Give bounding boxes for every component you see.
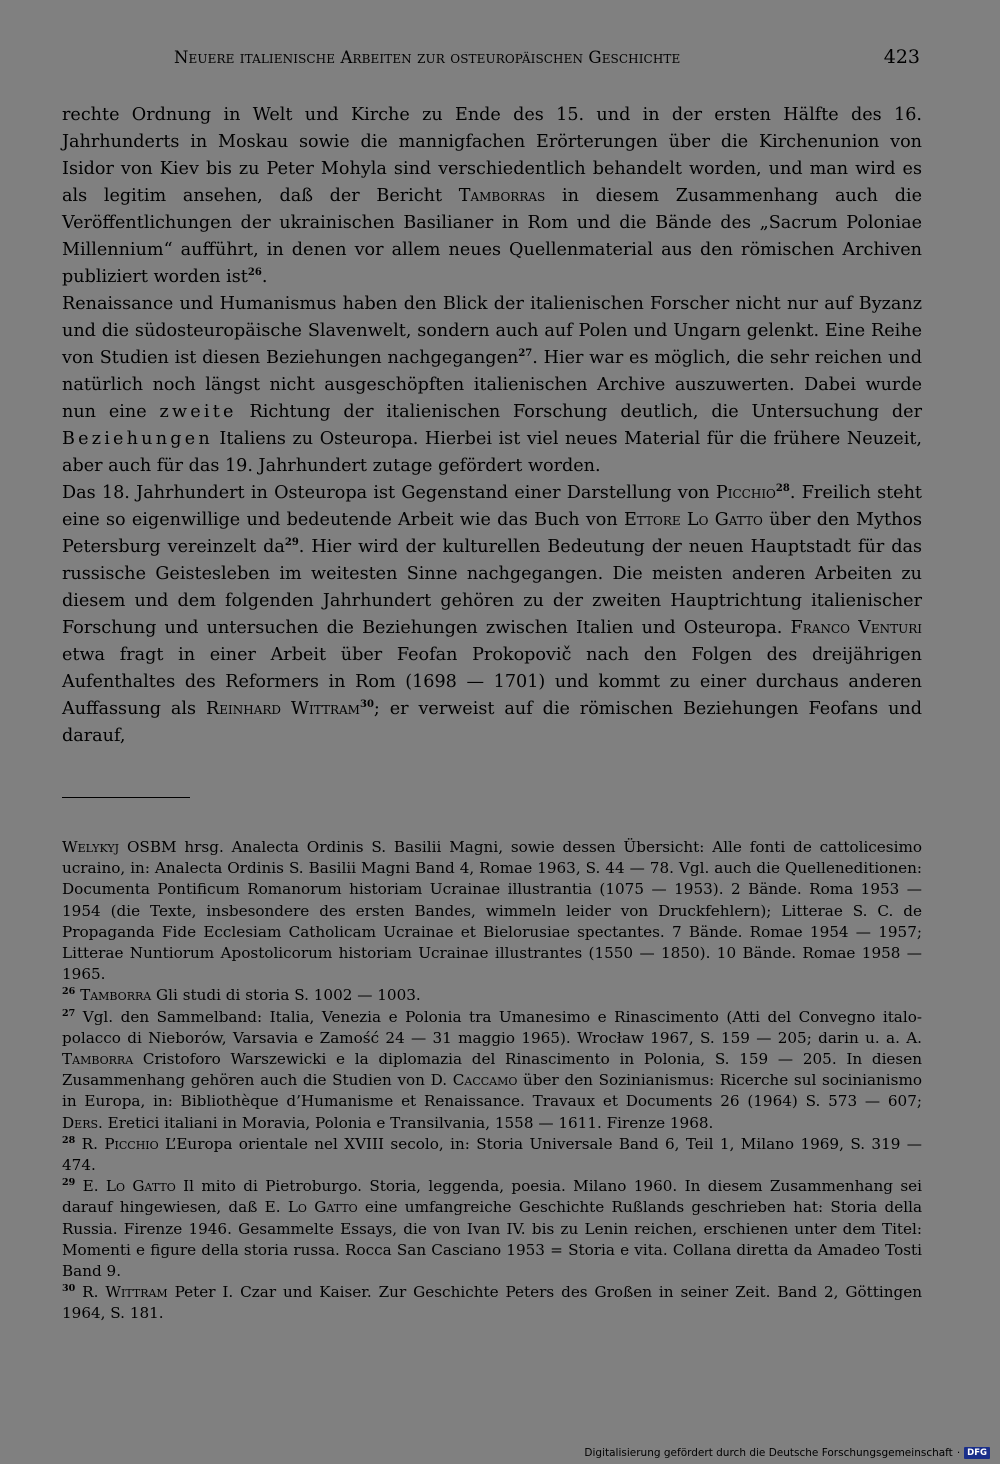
text-run: Cristoforo Warszewicki e la diplomazia del Rinascimento in Polonia, S. 159 — 205. In diesen Zusammenhang gehören auch die Studien von D. — [62, 1050, 922, 1090]
author-name: Wittram — [105, 1283, 168, 1302]
text-run: . Hier wird der kulturellen Bedeutung der neuen Hauptstadt für das russische Geistesleben im weitesten Sinne nachgegangen. Die meisten anderen Arbeiten zu diesem und dem folgenden Jahrhundert gehören zu der zweiten Hauptrichtung italienischer Forschung und untersuchen die Beziehungen zwischen Italien und Osteuropa. — [62, 537, 922, 638]
author-name: Tamborra — [80, 986, 152, 1005]
text-run: über den Sozinianismus: Ricerche sul socinianismo in Europa, in: Bibliothèque d’Humanisme et Renaissance. Travaux et Documents 26 (1964) S. 573 — 607; — [62, 1071, 922, 1111]
dfg-logo-icon: DFG — [964, 1447, 990, 1459]
text-run: in diesem Zusammenhang auch die Veröffentlichungen der ukrainischen Basilianer in Rom und die Bände des „Sacrum Poloniae Millennium“ aufführt, in denen vor allem neues Quellenmaterial aus den römischen Archiven publiziert worden ist — [62, 186, 922, 287]
footnote-number: 30 — [62, 1283, 76, 1295]
footnote-28 — [62, 1134, 922, 1176]
text-run: Renaissance und Humanismus haben den Blick der italienischen Forscher nicht nur auf Byzanz und die südosteuropäische Slavenwelt, sondern auch auf Polen und Ungarn gelenkt. Eine Reihe von Studien ist diesen Beziehungen nachgegangen — [62, 294, 922, 368]
author-name: Lo Gatto — [105, 1177, 176, 1196]
text-run: ; er verweist auf die römischen Beziehungen Feofans und darauf, — [62, 699, 922, 746]
author-name: Picchio — [715, 483, 776, 503]
footnote-26 — [62, 985, 922, 1006]
text-run: . Freilich steht eine so eigenwillige und bedeutende Arbeit wie das Buch von — [62, 483, 922, 530]
text-run: OSBM hrsg. Analecta Ordinis S. Basilii Magni, sowie dessen Übersicht: Alle fonti de cattolicesimo ucraino, in: Analecta Ordinis S. Basilii Magni Band 4, Romae 1963, S. 44 — 78. Vgl. auch die Quelleneditionen: Documenta Pontificum Romanorum historiam Ucrainae illustrantia (1075 — 1953). 2 Bände. Roma 1953 — 1954 (die Texte, insbesondere des ersten Bandes, wimmeln leider von Druckfehlern); Litterae S. C. de Propaganda Fide Ecclesiam Catholicam Ucrainae et Bielorusiae spectantes. 7 Bände. Romae 1954 — 1957; Litterae Nuntiorum Apostolicorum historiam Ucrainae illustrantes (1550 — 1850). 10 Bände. Romae 1958 — 1965. — [62, 838, 922, 984]
footnote-continuation — [62, 837, 922, 985]
running-header — [62, 46, 920, 76]
text-run: . — [261, 267, 268, 287]
paragraph-2 — [62, 291, 922, 480]
body-text — [62, 102, 922, 750]
footnote-number: 29 — [62, 1177, 76, 1189]
digitization-credit: Digitalisierung gefördert durch die Deutsche Forschungsgemeinschaft · DFG — [584, 1446, 990, 1460]
footnote-ref: 27 — [518, 348, 533, 360]
footnote-ref: 29 — [284, 537, 299, 549]
paragraph-3 — [62, 480, 922, 750]
footnote-27 — [62, 1007, 922, 1134]
text-run: eine umfangreiche Geschichte Rußlands geschrieben hat: Storia della Russia. Firenze 1946. Gesammelte Essays, die von Ivan IV. bis zu Lenin reichen, erschienen unter dem Titel: Momenti e figure della storia russa. Rocca San Casciano 1953 = Storia e vita. Collana diretta da Amadeo Tosti Band 9. — [62, 1198, 922, 1281]
text-run: Richtung der italienischen Forschung deutlich, die Untersuchung der — [236, 402, 922, 422]
page-number: 423 — [883, 46, 920, 68]
credit-text: Digitalisierung gefördert durch die Deutsche Forschungsgemeinschaft — [584, 1447, 953, 1459]
footnote-ref: 30 — [359, 699, 374, 711]
text-run: Il mito di Pietroburgo. Storia, leggenda, poesia. Milano 1960. In diesem Zusammenhang sei darauf hingewiesen, daß E. — [62, 1177, 923, 1217]
footnote-number: 27 — [62, 1007, 76, 1019]
footnote-ref: 26 — [247, 267, 262, 279]
emphasis: Beziehungen — [62, 429, 213, 449]
text-run: Eretici italiani in Moravia, Polonia e Transilvania, 1558 — 1611. Firenze 1968. — [102, 1113, 714, 1132]
text-run: Peter I. Czar und Kaiser. Zur Geschichte Peters des Großen in seiner Zeit. Band 2, Göttingen 1964, S. 181. — [62, 1283, 922, 1323]
footnote-ref: 28 — [775, 483, 790, 495]
author-name: Ettore Lo Gatto — [623, 510, 763, 530]
text-run: R. — [75, 1134, 105, 1153]
text-run: L’Europa orientale nel XVIII secolo, in: Storia Universale Band 6, Teil 1, Milano 1969, S. 319 — 474. — [62, 1134, 922, 1175]
author-name: Welykyj — [62, 838, 120, 856]
text-run: Gli studi di storia S. 1002 — 1003. — [151, 986, 421, 1005]
footnote-number: 28 — [62, 1134, 76, 1146]
text-run: über den Mythos Petersburg vereinzelt da — [62, 510, 922, 557]
text-run: . Hier war es möglich, die sehr reichen und natürlich noch längst nicht ausgeschöpften italienischen Archive auszuwerten. Dabei wurde nun eine — [62, 348, 922, 422]
footnote-number: 26 — [62, 986, 76, 998]
author-name: Tamborra — [62, 1050, 134, 1069]
text-run: Das 18. Jahrhundert in Osteuropa ist Gegenstand einer Darstellung von — [62, 483, 716, 503]
running-title: Neuere italienische Arbeiten zur osteuropäischen Geschichte — [174, 48, 681, 67]
author-name: Lo Gatto — [287, 1198, 358, 1217]
paragraph-1 — [62, 102, 922, 291]
author-name: Reinhard Wittram — [205, 699, 360, 719]
text-run: E. — [75, 1177, 106, 1196]
text-run: Vgl. den Sammelband: Italia, Venezia e Polonia tra Umanesimo e Rinascimento (Atti del Convegno italo-polacco di Nieborów, Varsavia e Zamość 24 — 31 maggio 1965). Wrocław 1967, S. 159 — 205; darin u. a. A. — [62, 1007, 922, 1047]
author-name: Caccamo — [452, 1071, 518, 1090]
text-run: R. — [75, 1283, 106, 1302]
text-run: rechte Ordnung in Welt und Kirche zu Ende des 15. und in der ersten Hälfte des 16. Jahrhunderts in Moskau sowie die mannigfachen Erörterungen über die Kirchenunion von Isidor von Kiev bis zu Peter Mohyla sind verschiedentlich behandelt worden, und man wird es als legitim ansehen, daß der Bericht — [62, 105, 922, 206]
footnotes — [62, 837, 922, 1325]
footnote-30 — [62, 1282, 922, 1324]
text-run: etwa fragt in einer Arbeit über Feofan Prokopovič nach den Folgen des dreijährigen Aufenthaltes des Reformers in Rom (1698 — 1701) und kommt zu einer durchaus anderen Auffassung als — [62, 645, 922, 719]
emphasis: zweite — [159, 402, 237, 422]
author-name: Ders. — [62, 1113, 103, 1132]
author-name: Franco Venturi — [790, 618, 922, 638]
author-name: Tamborras — [458, 186, 546, 206]
author-name: Picchio — [104, 1134, 159, 1153]
footnote-separator — [62, 797, 190, 798]
text-run: Italiens zu Osteuropa. Hierbei ist viel neues Material für die frühere Neuzeit, aber auch für das 19. Jahrhundert zutage gefördert worden. — [62, 429, 922, 476]
footnote-29 — [62, 1176, 922, 1282]
